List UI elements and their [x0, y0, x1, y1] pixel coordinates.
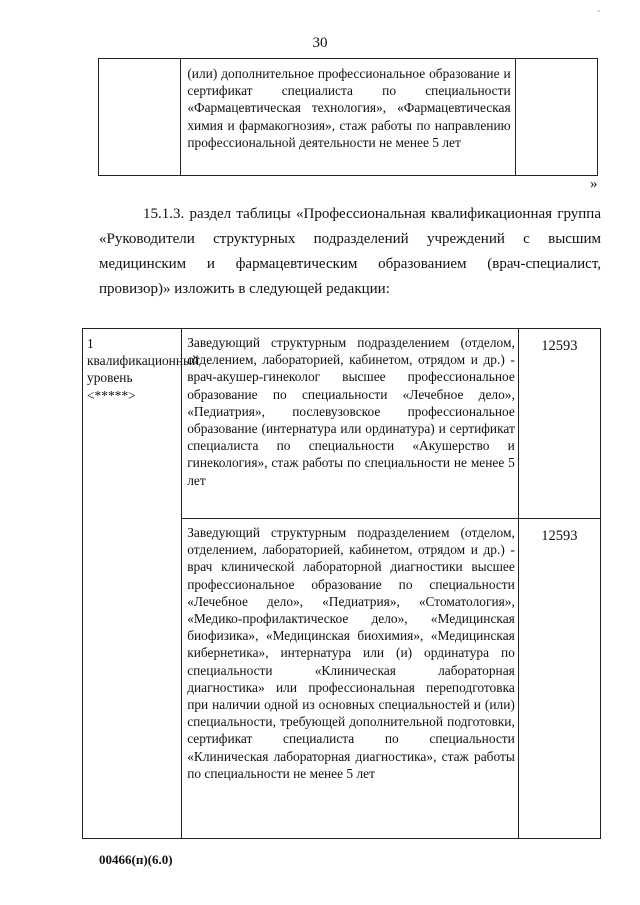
continuation-table: [98, 58, 598, 176]
position-description: Заведующий структурным подразделением (отделом, отделением, лабораторией, кабинетом, отрядом и др.) - врач клинической лабораторной диагностики высшее профессиональное образование по специальности «Лечебное дело», «Педиатрия», «Стоматология», «Медико-профилактическое дело», «Медицинская биофизика», «Медицинская биохимия», «Медицинская кибернетика», интернатура или (и) ординатура по специальности «Клиническая лабораторная диагностика» или профессиональная переподготовка при наличии одной из основных специальностей и (или) специальности, требующей дополнительной подготовки, сертификат специалиста по специальности «Клиническая лабораторная диагностика», стаж работы по специальности не менее 5 лет: [187, 525, 515, 781]
salary-cell: [518, 519, 600, 839]
qualification-level: 1 квалификационный уровень <*****>: [87, 336, 200, 403]
amendment-text: 15.1.3. раздел таблицы «Профессиональная квалификационная группа «Руководители структурных подразделений учреждений с высшим медицинским и фармацевтическим образованием (врач-специалист, провизор)» изложить в следующей редакции:: [99, 206, 601, 297]
corner-mark: ´: [597, 10, 601, 21]
continuation-cell-blank: [99, 59, 181, 176]
level-cell: [83, 329, 200, 839]
amendment-paragraph: [99, 202, 601, 302]
closing-quote: »: [590, 176, 598, 192]
document-code: 00466(п)(6.0): [99, 852, 173, 867]
description-cell: [182, 519, 519, 839]
continuation-cell-salary: [515, 59, 597, 176]
qualification-table: [82, 328, 601, 839]
page-number: 30: [312, 35, 328, 51]
description-cell: [182, 329, 519, 519]
position-description: Заведующий структурным подразделением (отделом, отделением, лабораторией, кабинетом, отрядом и др.) - врач-акушер-гинеколог высшее профессиональное образование по специальности «Лечебное дело», «Педиатрия», послевузовское профессиональное образование (интернатура или ординатура) и сертификат специалиста по специальности «Акушерство и гинекология», стаж работы по специальности не менее 5 лет: [187, 335, 515, 488]
continuation-cell-text: [181, 59, 515, 176]
salary-cell: [518, 329, 600, 519]
salary-value: 12593: [541, 528, 578, 544]
continuation-text: (или) дополнительное профессиональное образование и сертификат специалиста по специальности «Фармацевтическая технология», «Фармацевтическая химия и фармакогнозия», стаж работы по направлению профессиональной деятельности не менее 5 лет: [187, 66, 511, 150]
salary-value: 12593: [541, 338, 578, 354]
table-row: [83, 329, 601, 519]
